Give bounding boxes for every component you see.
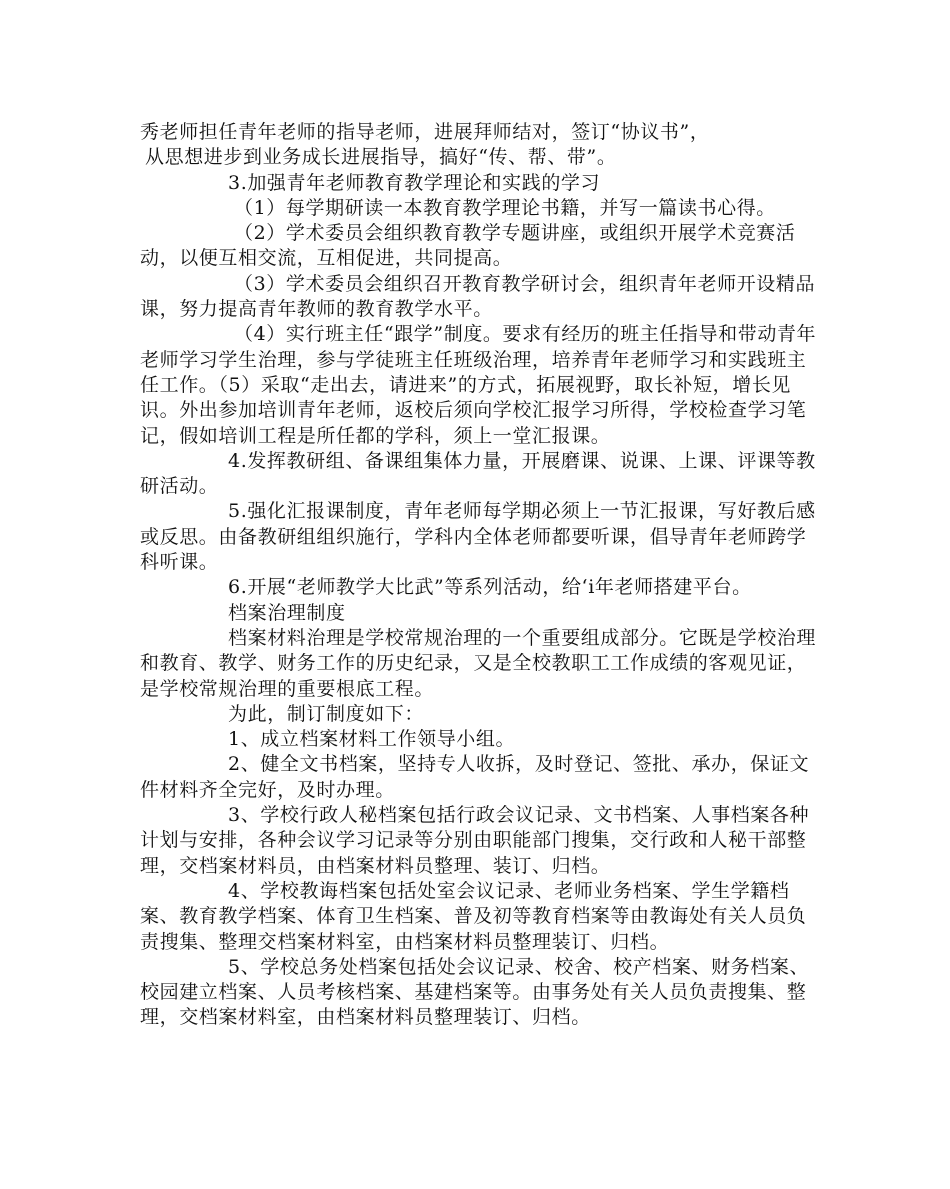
paragraph-item-1: （1）每学期研读一本教育教学理论书籍，并写一篇读书心得。 (234, 196, 776, 219)
section-heading-4: 4.发挥教研组、备课组集体力量，开展磨课、说课、上课、评课等教研活动。 (140, 449, 816, 498)
paragraph-item-2: （2）学术委员会组织教育教学专题讲座，或组织开展学术竞赛活动，以便互相交流，互相促进，共同提高。 (140, 222, 796, 270)
section-heading-5: 5.强化汇报课制度，青年老师每学期必须上一节汇报课，写好教后感或反思。由备教研组组织施行，学科内全体老师都要听课，倡导青年老师跨学科听课。 (140, 500, 816, 574)
archive-rule-2: 2、健全文书档案，坚持专人收拆，及时登记、签批、承办，保证文件材料齐全完好，及时办理。 (140, 753, 810, 801)
paragraph-item-4: （4）实行班主任“跟学”制度。要求有经历的班主任指导和带动青年老师学习学生治理，参与学徒班主任班级治理，培养青年老师学习和实践班主任工作。（5）采取“走出去，请进来”的方式，拓展视野，取长补短，增长见识。外出参加培训青年老师，返校后须向学校汇报学习所得，学校检查学习笔记，假如培训工程是所任都的学科，须上一堂汇报课。 (140, 323, 817, 447)
paragraph-2: 从思想进步到业务成长进展指导，搞好“传、帮、带”。 (145, 146, 617, 169)
paragraph-1: 秀老师担任青年老师的指导老师，进展拜师结对，签订“协议书”， (140, 121, 710, 143)
archive-intro: 档案材料治理是学校常规治理的一个重要组成部分。它既是学校治理和教育、教学、财务工作的历史纪录，又是全校教职工工作成绩的客观见证，是学校常规治理的重要根底工程。 (140, 626, 817, 700)
document-body (140, 120, 820, 1031)
archive-rules-lead: 为此，制订制度如下： (228, 702, 425, 725)
archive-rule-5: 5、学校总务处档案包括处会议记录、校舍、校产档案、财务档案、校园建立档案、人员考核档案、基建档案等。由事务处有关人员负责搜集、整理，交档案材料室，由档案材料员整理装订、归档。 (140, 955, 810, 1029)
archive-rule-1: 1、成立档案材料工作领导小组。 (228, 728, 516, 751)
paragraph-item-3: （3）学术委员会组织召开教育教学研讨会，组织青年老师开设精品课，努力提高青年教师的教育教学水平。 (140, 272, 816, 321)
section-heading-3: 3.加强青年老师教育教学理论和实践的学习 (228, 171, 601, 194)
archive-rule-3: 3、学校行政人秘档案包括行政会议记录、文书档案、人事档案各种计划与安排，各种会议学习记录等分别由职能部门搜集，交行政和人秘干部整理，交档案材料员，由档案材料员整理、装订、归档。 (140, 804, 810, 877)
section-heading-6: 6.开展“老师教学大比武”等系列活动，给‘i年老师搭建平台。 (228, 576, 752, 599)
archive-rule-4: 4、学校教诲档案包括处室会议记录、老师业务档案、学生学籍档案、教育教学档案、体育卫生档案、普及初等教育档案等由教诲处有关人员负责搜集、整理交档案材料室，由档案材料员整理装订、归档。 (140, 879, 807, 953)
archive-title: 档案治理制度 (228, 601, 346, 624)
